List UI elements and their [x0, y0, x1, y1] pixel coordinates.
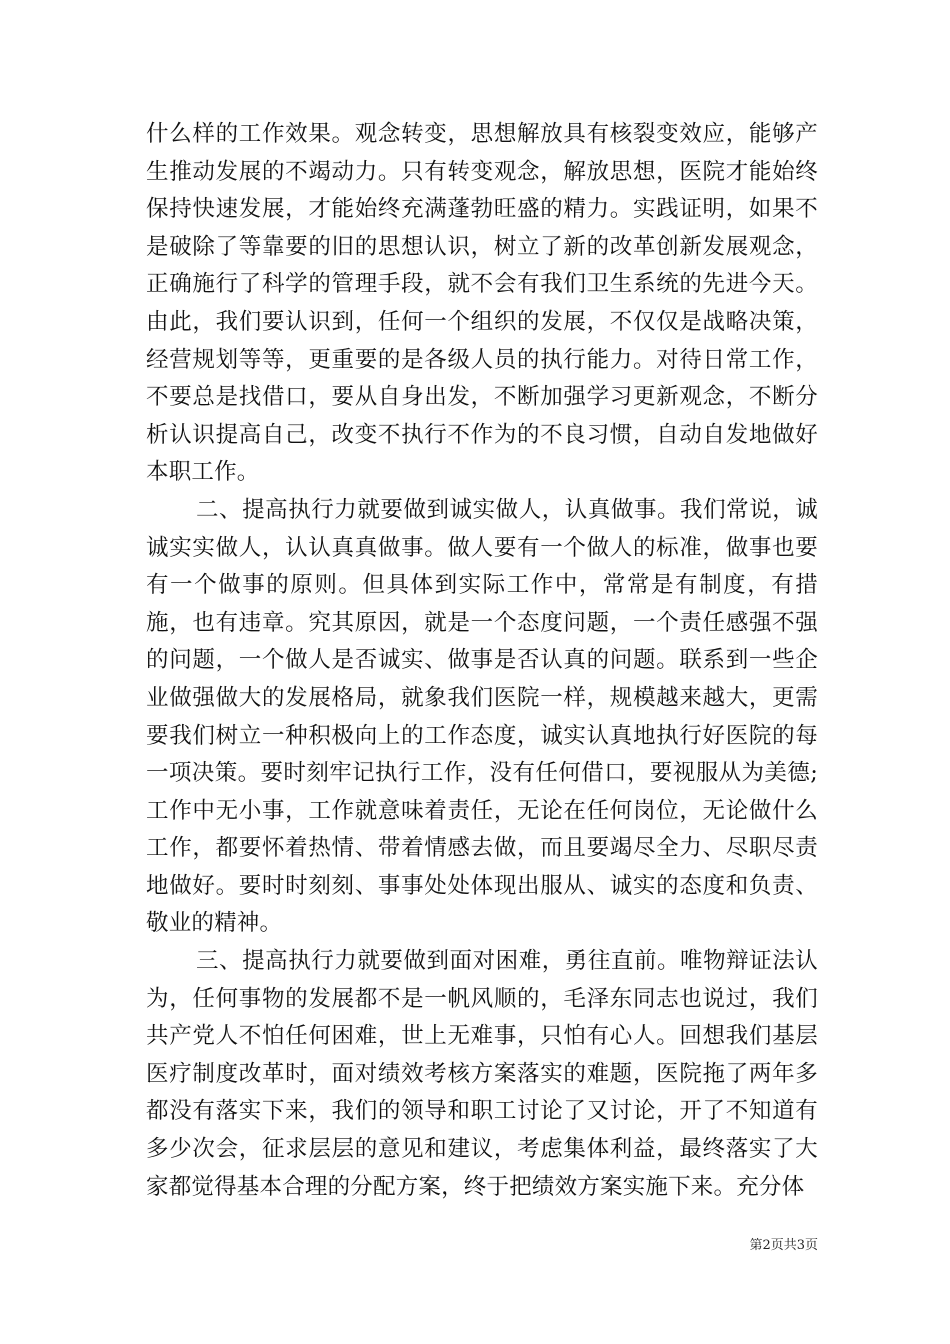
- page-number-footer: 第2页共3页: [749, 1238, 818, 1253]
- paragraph-3: 三、提高执行力就要做到面对困难，勇往直前。唯物辩证法认为，任何事物的发展都不是一帆风顺的，毛泽东同志也说过，我们共产党人不怕任何困难，世上无难事，只怕有心人。回想我们基层医疗制度改革时，面对绩效考核方案落实的难题，医院拖了两年多都没有落实下来，我们的领导和职工讨论了又讨论，开了不知道有多少次会，征求层层的意见和建议，考虑集体利益，最终落实了大家都觉得基本合理的分配方案，终于把绩效方案实施下来。充分体: [146, 948, 818, 1200]
- document-body: [146, 116, 818, 1206]
- paragraph-1: 什么样的工作效果。观念转变，思想解放具有核裂变效应，能够产生推动发展的不竭动力。只有转变观念，解放思想，医院才能始终保持快速发展，才能始终充满蓬勃旺盛的精力。实践证明，如果不是破除了等靠要的旧的思想认识，树立了新的改革创新发展观念，正确施行了科学的管理手段，就不会有我们卫生系统的先进今天。由此，我们要认识到，任何一个组织的发展，不仅仅是战略决策，经营规划等等，更重要的是各级人员的执行能力。对待日常工作，不要总是找借口，要从自身出发，不断加强学习更新观念，不断分析认识提高自己，改变不执行不作为的不良习惯，自动自发地做好本职工作。: [146, 121, 818, 486]
- paragraph-2: 二、提高执行力就要做到诚实做人，认真做事。我们常说，诚诚实实做人，认认真真做事。做人要有一个做人的标准，做事也要有一个做事的原则。但具体到实际工作中，常常是有制度，有措施，也有违章。究其原因，就是一个态度问题，一个责任感强不强的问题，一个做人是否诚实、做事是否认真的问题。联系到一些企业做强做大的发展格局，就象我们医院一样，规模越来越大，更需要我们树立一种积极向上的工作态度，诚实认真地执行好医院的每一项决策。要时刻牢记执行工作，没有任何借口，要视服从为美德;工作中无小事，工作就意味着责任，无论在任何岗位，无论做什么工作，都要怀着热情、带着情感去做，而且要竭尽全力、尽职尽责地做好。要时时刻刻、事事处处体现出服从、诚实的态度和负责、敬业的精神。: [146, 496, 818, 937]
